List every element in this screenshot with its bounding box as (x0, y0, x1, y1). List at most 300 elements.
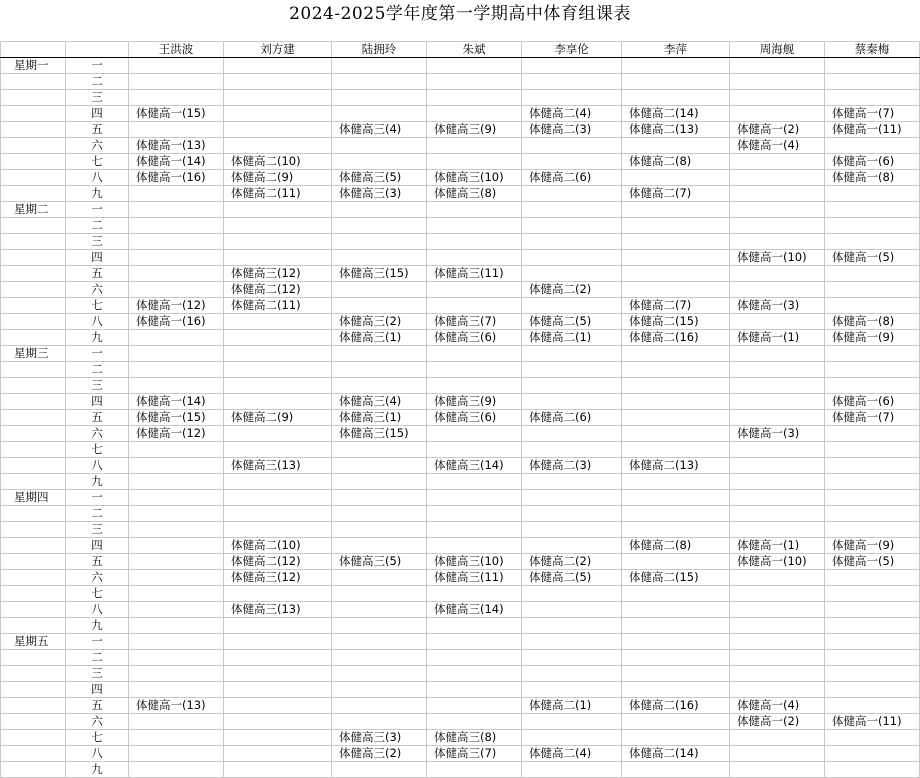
schedule-cell[interactable] (622, 506, 730, 522)
schedule-cell[interactable]: 体健高一(12) (129, 426, 224, 442)
schedule-cell[interactable] (522, 362, 622, 378)
schedule-cell[interactable] (332, 538, 427, 554)
schedule-cell[interactable]: 体健高一(14) (129, 154, 224, 170)
schedule-cell[interactable] (622, 666, 730, 682)
schedule-cell[interactable] (129, 346, 224, 362)
schedule-cell[interactable]: 体健高二(14) (622, 106, 730, 122)
day-label[interactable] (1, 378, 66, 394)
period-label[interactable]: 四 (66, 538, 129, 554)
schedule-cell[interactable] (332, 90, 427, 106)
schedule-cell[interactable] (427, 426, 522, 442)
schedule-cell[interactable]: 体健高二(5) (522, 314, 622, 330)
schedule-cell[interactable] (522, 490, 622, 506)
day-label[interactable] (1, 618, 66, 634)
schedule-cell[interactable] (332, 586, 427, 602)
day-label[interactable] (1, 714, 66, 730)
period-label[interactable]: 五 (66, 122, 129, 138)
schedule-cell[interactable]: 体健高二(8) (622, 154, 730, 170)
teacher-header[interactable]: 周海舰 (730, 42, 825, 58)
schedule-cell[interactable] (332, 682, 427, 698)
schedule-cell[interactable] (129, 666, 224, 682)
schedule-cell[interactable] (825, 298, 920, 314)
day-label[interactable] (1, 90, 66, 106)
schedule-cell[interactable] (427, 618, 522, 634)
schedule-cell[interactable] (825, 586, 920, 602)
schedule-cell[interactable] (522, 730, 622, 746)
schedule-cell[interactable] (427, 106, 522, 122)
teacher-header[interactable]: 李享伦 (522, 42, 622, 58)
schedule-cell[interactable] (825, 186, 920, 202)
schedule-cell[interactable] (332, 650, 427, 666)
schedule-cell[interactable] (730, 506, 825, 522)
schedule-cell[interactable]: 体健高三(6) (427, 410, 522, 426)
schedule-cell[interactable] (522, 154, 622, 170)
schedule-cell[interactable]: 体健高一(8) (825, 170, 920, 186)
schedule-cell[interactable] (427, 218, 522, 234)
schedule-cell[interactable] (522, 442, 622, 458)
schedule-cell[interactable]: 体健高二(13) (622, 122, 730, 138)
schedule-cell[interactable] (622, 234, 730, 250)
schedule-cell[interactable] (129, 122, 224, 138)
schedule-cell[interactable]: 体健高一(15) (129, 410, 224, 426)
schedule-cell[interactable] (129, 74, 224, 90)
schedule-cell[interactable] (730, 746, 825, 762)
day-label[interactable] (1, 282, 66, 298)
day-label[interactable] (1, 474, 66, 490)
schedule-cell[interactable] (224, 762, 332, 778)
schedule-cell[interactable]: 体健高三(12) (224, 266, 332, 282)
schedule-cell[interactable] (522, 266, 622, 282)
schedule-cell[interactable] (522, 634, 622, 650)
schedule-cell[interactable] (427, 138, 522, 154)
period-label[interactable]: 一 (66, 58, 129, 74)
day-label[interactable] (1, 442, 66, 458)
schedule-cell[interactable] (522, 650, 622, 666)
day-label[interactable] (1, 458, 66, 474)
schedule-cell[interactable] (427, 90, 522, 106)
schedule-cell[interactable] (224, 314, 332, 330)
schedule-cell[interactable] (224, 330, 332, 346)
day-label[interactable] (1, 394, 66, 410)
schedule-cell[interactable] (622, 346, 730, 362)
schedule-cell[interactable] (332, 378, 427, 394)
schedule-cell[interactable] (129, 618, 224, 634)
schedule-cell[interactable] (825, 378, 920, 394)
schedule-cell[interactable]: 体健高三(15) (332, 266, 427, 282)
schedule-cell[interactable]: 体健高三(4) (332, 122, 427, 138)
schedule-cell[interactable] (332, 602, 427, 618)
period-label[interactable]: 五 (66, 266, 129, 282)
schedule-cell[interactable] (730, 346, 825, 362)
schedule-cell[interactable] (730, 378, 825, 394)
schedule-cell[interactable]: 体健高二(1) (522, 330, 622, 346)
schedule-cell[interactable] (622, 442, 730, 458)
schedule-cell[interactable] (224, 746, 332, 762)
schedule-cell[interactable] (129, 458, 224, 474)
schedule-cell[interactable]: 体健高一(10) (730, 554, 825, 570)
schedule-cell[interactable]: 体健高二(16) (622, 330, 730, 346)
schedule-cell[interactable] (129, 522, 224, 538)
schedule-cell[interactable] (224, 650, 332, 666)
schedule-cell[interactable] (129, 186, 224, 202)
schedule-cell[interactable] (730, 394, 825, 410)
schedule-cell[interactable] (129, 58, 224, 74)
schedule-cell[interactable]: 体健高二(3) (522, 122, 622, 138)
schedule-cell[interactable] (332, 106, 427, 122)
schedule-cell[interactable] (224, 378, 332, 394)
day-label[interactable] (1, 234, 66, 250)
schedule-cell[interactable] (522, 506, 622, 522)
period-label[interactable]: 二 (66, 74, 129, 90)
schedule-cell[interactable] (622, 634, 730, 650)
schedule-cell[interactable] (224, 58, 332, 74)
day-label[interactable] (1, 522, 66, 538)
schedule-cell[interactable]: 体健高一(4) (730, 698, 825, 714)
schedule-cell[interactable] (427, 682, 522, 698)
schedule-cell[interactable] (825, 650, 920, 666)
schedule-cell[interactable] (427, 522, 522, 538)
schedule-cell[interactable] (129, 218, 224, 234)
day-label[interactable] (1, 138, 66, 154)
period-label[interactable]: 三 (66, 90, 129, 106)
teacher-header[interactable]: 刘方建 (224, 42, 332, 58)
schedule-cell[interactable]: 体健高二(14) (622, 746, 730, 762)
schedule-cell[interactable]: 体健高二(5) (522, 570, 622, 586)
schedule-cell[interactable] (522, 218, 622, 234)
schedule-cell[interactable] (622, 282, 730, 298)
schedule-cell[interactable] (730, 458, 825, 474)
schedule-cell[interactable] (730, 522, 825, 538)
schedule-cell[interactable] (427, 586, 522, 602)
schedule-cell[interactable] (522, 74, 622, 90)
day-label[interactable] (1, 362, 66, 378)
schedule-cell[interactable]: 体健高三(8) (427, 186, 522, 202)
schedule-cell[interactable]: 体健高二(9) (224, 410, 332, 426)
schedule-cell[interactable]: 体健高二(3) (522, 458, 622, 474)
schedule-cell[interactable] (224, 122, 332, 138)
day-label[interactable] (1, 762, 66, 778)
day-label[interactable]: 星期一 (1, 58, 66, 74)
schedule-cell[interactable] (427, 202, 522, 218)
schedule-cell[interactable] (224, 698, 332, 714)
period-label[interactable]: 六 (66, 282, 129, 298)
schedule-cell[interactable] (622, 554, 730, 570)
schedule-cell[interactable] (825, 202, 920, 218)
schedule-cell[interactable] (825, 218, 920, 234)
schedule-cell[interactable] (825, 474, 920, 490)
day-label[interactable] (1, 506, 66, 522)
schedule-cell[interactable] (622, 682, 730, 698)
schedule-cell[interactable] (522, 586, 622, 602)
schedule-cell[interactable] (332, 490, 427, 506)
period-label[interactable]: 二 (66, 506, 129, 522)
corner-cell[interactable] (66, 42, 129, 58)
schedule-cell[interactable]: 体健高三(13) (224, 458, 332, 474)
schedule-cell[interactable] (332, 506, 427, 522)
schedule-cell[interactable]: 体健高三(1) (332, 410, 427, 426)
teacher-header[interactable]: 李萍 (622, 42, 730, 58)
period-label[interactable]: 六 (66, 714, 129, 730)
schedule-cell[interactable] (224, 682, 332, 698)
period-label[interactable]: 四 (66, 394, 129, 410)
schedule-cell[interactable] (622, 362, 730, 378)
schedule-cell[interactable] (427, 762, 522, 778)
schedule-cell[interactable] (522, 538, 622, 554)
schedule-cell[interactable]: 体健高二(8) (622, 538, 730, 554)
day-label[interactable]: 星期三 (1, 346, 66, 362)
schedule-cell[interactable] (129, 506, 224, 522)
schedule-cell[interactable] (427, 346, 522, 362)
schedule-cell[interactable] (129, 378, 224, 394)
schedule-cell[interactable] (129, 234, 224, 250)
schedule-cell[interactable] (522, 138, 622, 154)
period-label[interactable]: 五 (66, 410, 129, 426)
schedule-cell[interactable] (622, 474, 730, 490)
schedule-cell[interactable] (332, 250, 427, 266)
schedule-cell[interactable] (730, 730, 825, 746)
schedule-cell[interactable] (730, 618, 825, 634)
schedule-cell[interactable] (522, 522, 622, 538)
day-label[interactable]: 星期二 (1, 202, 66, 218)
schedule-cell[interactable] (332, 218, 427, 234)
period-label[interactable]: 七 (66, 442, 129, 458)
schedule-cell[interactable] (332, 522, 427, 538)
schedule-cell[interactable]: 体健高一(14) (129, 394, 224, 410)
schedule-cell[interactable] (332, 362, 427, 378)
schedule-cell[interactable] (622, 90, 730, 106)
schedule-cell[interactable] (730, 602, 825, 618)
day-label[interactable] (1, 554, 66, 570)
schedule-cell[interactable] (427, 378, 522, 394)
schedule-cell[interactable] (825, 570, 920, 586)
schedule-cell[interactable] (825, 698, 920, 714)
teacher-header[interactable]: 陆拥玲 (332, 42, 427, 58)
schedule-cell[interactable] (427, 154, 522, 170)
schedule-cell[interactable] (427, 74, 522, 90)
day-label[interactable] (1, 250, 66, 266)
schedule-cell[interactable] (224, 442, 332, 458)
period-label[interactable]: 六 (66, 570, 129, 586)
schedule-cell[interactable] (825, 458, 920, 474)
schedule-cell[interactable] (224, 394, 332, 410)
schedule-cell[interactable]: 体健高一(13) (129, 698, 224, 714)
schedule-cell[interactable]: 体健高三(13) (224, 602, 332, 618)
schedule-cell[interactable] (622, 138, 730, 154)
schedule-cell[interactable] (825, 746, 920, 762)
schedule-cell[interactable] (622, 618, 730, 634)
schedule-cell[interactable] (224, 714, 332, 730)
schedule-cell[interactable] (129, 442, 224, 458)
schedule-cell[interactable] (522, 346, 622, 362)
schedule-cell[interactable] (622, 266, 730, 282)
schedule-cell[interactable]: 体健高一(10) (730, 250, 825, 266)
schedule-cell[interactable] (224, 346, 332, 362)
period-label[interactable]: 八 (66, 458, 129, 474)
period-label[interactable]: 九 (66, 762, 129, 778)
schedule-cell[interactable] (825, 762, 920, 778)
schedule-cell[interactable] (129, 474, 224, 490)
schedule-cell[interactable] (427, 714, 522, 730)
schedule-cell[interactable]: 体健高三(1) (332, 330, 427, 346)
schedule-cell[interactable] (129, 250, 224, 266)
schedule-cell[interactable]: 体健高一(1) (730, 538, 825, 554)
schedule-cell[interactable] (332, 618, 427, 634)
schedule-cell[interactable]: 体健高三(10) (427, 170, 522, 186)
schedule-cell[interactable]: 体健高一(3) (730, 426, 825, 442)
schedule-cell[interactable]: 体健高二(15) (622, 314, 730, 330)
schedule-cell[interactable] (129, 634, 224, 650)
schedule-cell[interactable]: 体健高一(2) (730, 714, 825, 730)
period-label[interactable]: 八 (66, 314, 129, 330)
day-label[interactable] (1, 698, 66, 714)
day-label[interactable]: 星期四 (1, 490, 66, 506)
schedule-cell[interactable] (224, 618, 332, 634)
schedule-cell[interactable] (332, 442, 427, 458)
schedule-cell[interactable] (622, 730, 730, 746)
teacher-header[interactable]: 朱斌 (427, 42, 522, 58)
schedule-cell[interactable] (730, 266, 825, 282)
schedule-cell[interactable] (730, 682, 825, 698)
schedule-cell[interactable] (224, 218, 332, 234)
schedule-cell[interactable] (129, 202, 224, 218)
schedule-cell[interactable]: 体健高三(7) (427, 746, 522, 762)
schedule-cell[interactable]: 体健高一(5) (825, 250, 920, 266)
schedule-cell[interactable] (129, 554, 224, 570)
schedule-cell[interactable]: 体健高三(14) (427, 602, 522, 618)
schedule-cell[interactable] (522, 234, 622, 250)
day-label[interactable] (1, 570, 66, 586)
schedule-cell[interactable]: 体健高二(2) (522, 282, 622, 298)
schedule-cell[interactable] (522, 202, 622, 218)
schedule-cell[interactable] (730, 474, 825, 490)
schedule-cell[interactable]: 体健高二(2) (522, 554, 622, 570)
schedule-cell[interactable] (730, 106, 825, 122)
schedule-cell[interactable] (332, 154, 427, 170)
schedule-cell[interactable] (522, 426, 622, 442)
schedule-cell[interactable] (730, 762, 825, 778)
schedule-cell[interactable]: 体健高三(4) (332, 394, 427, 410)
schedule-cell[interactable] (427, 234, 522, 250)
schedule-cell[interactable] (730, 234, 825, 250)
schedule-cell[interactable] (825, 666, 920, 682)
schedule-cell[interactable] (730, 634, 825, 650)
schedule-cell[interactable]: 体健高一(8) (825, 314, 920, 330)
schedule-cell[interactable] (825, 362, 920, 378)
schedule-cell[interactable] (622, 602, 730, 618)
schedule-cell[interactable]: 体健高三(9) (427, 122, 522, 138)
schedule-cell[interactable] (332, 58, 427, 74)
schedule-cell[interactable]: 体健高一(6) (825, 394, 920, 410)
period-label[interactable]: 七 (66, 154, 129, 170)
schedule-cell[interactable]: 体健高一(16) (129, 170, 224, 186)
schedule-cell[interactable] (129, 490, 224, 506)
schedule-cell[interactable] (427, 506, 522, 522)
schedule-cell[interactable] (224, 90, 332, 106)
schedule-cell[interactable] (224, 634, 332, 650)
schedule-cell[interactable] (427, 698, 522, 714)
schedule-cell[interactable] (224, 74, 332, 90)
schedule-cell[interactable] (825, 682, 920, 698)
schedule-cell[interactable] (224, 730, 332, 746)
period-label[interactable]: 八 (66, 170, 129, 186)
schedule-cell[interactable] (129, 90, 224, 106)
schedule-cell[interactable] (224, 586, 332, 602)
schedule-cell[interactable] (522, 714, 622, 730)
schedule-cell[interactable]: 体健高一(16) (129, 314, 224, 330)
schedule-cell[interactable] (522, 666, 622, 682)
period-label[interactable]: 九 (66, 186, 129, 202)
schedule-cell[interactable]: 体健高一(5) (825, 554, 920, 570)
schedule-cell[interactable] (622, 58, 730, 74)
schedule-cell[interactable]: 体健高一(1) (730, 330, 825, 346)
schedule-cell[interactable] (825, 634, 920, 650)
schedule-cell[interactable]: 体健高二(6) (522, 410, 622, 426)
schedule-cell[interactable]: 体健高三(3) (332, 730, 427, 746)
schedule-cell[interactable] (129, 282, 224, 298)
schedule-cell[interactable] (522, 602, 622, 618)
day-label[interactable] (1, 74, 66, 90)
schedule-cell[interactable] (730, 362, 825, 378)
schedule-cell[interactable] (730, 586, 825, 602)
day-label[interactable] (1, 602, 66, 618)
schedule-cell[interactable] (224, 522, 332, 538)
day-label[interactable] (1, 730, 66, 746)
schedule-cell[interactable] (622, 714, 730, 730)
period-label[interactable]: 七 (66, 730, 129, 746)
schedule-cell[interactable]: 体健高一(15) (129, 106, 224, 122)
schedule-cell[interactable] (427, 362, 522, 378)
schedule-cell[interactable] (730, 218, 825, 234)
schedule-cell[interactable] (622, 170, 730, 186)
schedule-cell[interactable] (522, 378, 622, 394)
schedule-cell[interactable] (522, 250, 622, 266)
schedule-cell[interactable] (427, 474, 522, 490)
schedule-cell[interactable] (129, 266, 224, 282)
schedule-cell[interactable]: 体健高二(4) (522, 106, 622, 122)
schedule-cell[interactable]: 体健高二(7) (622, 298, 730, 314)
schedule-cell[interactable]: 体健高二(7) (622, 186, 730, 202)
period-label[interactable]: 九 (66, 618, 129, 634)
schedule-cell[interactable] (427, 666, 522, 682)
schedule-cell[interactable]: 体健高二(10) (224, 538, 332, 554)
day-label[interactable] (1, 298, 66, 314)
period-label[interactable]: 四 (66, 682, 129, 698)
schedule-cell[interactable] (427, 298, 522, 314)
schedule-cell[interactable] (427, 250, 522, 266)
schedule-cell[interactable] (825, 602, 920, 618)
schedule-cell[interactable]: 体健高二(10) (224, 154, 332, 170)
schedule-cell[interactable] (622, 522, 730, 538)
schedule-cell[interactable]: 体健高二(6) (522, 170, 622, 186)
schedule-cell[interactable]: 体健高三(2) (332, 746, 427, 762)
schedule-cell[interactable] (332, 570, 427, 586)
schedule-cell[interactable] (825, 426, 920, 442)
schedule-cell[interactable] (224, 250, 332, 266)
schedule-cell[interactable]: 体健高一(6) (825, 154, 920, 170)
schedule-cell[interactable]: 体健高一(9) (825, 330, 920, 346)
schedule-cell[interactable] (427, 650, 522, 666)
schedule-cell[interactable]: 体健高二(12) (224, 282, 332, 298)
period-label[interactable]: 八 (66, 602, 129, 618)
period-label[interactable]: 四 (66, 106, 129, 122)
schedule-cell[interactable]: 体健高一(12) (129, 298, 224, 314)
schedule-cell[interactable] (332, 698, 427, 714)
schedule-cell[interactable]: 体健高三(5) (332, 170, 427, 186)
teacher-header[interactable]: 蔡秦梅 (825, 42, 920, 58)
schedule-cell[interactable] (825, 618, 920, 634)
day-label[interactable] (1, 586, 66, 602)
schedule-cell[interactable] (622, 218, 730, 234)
